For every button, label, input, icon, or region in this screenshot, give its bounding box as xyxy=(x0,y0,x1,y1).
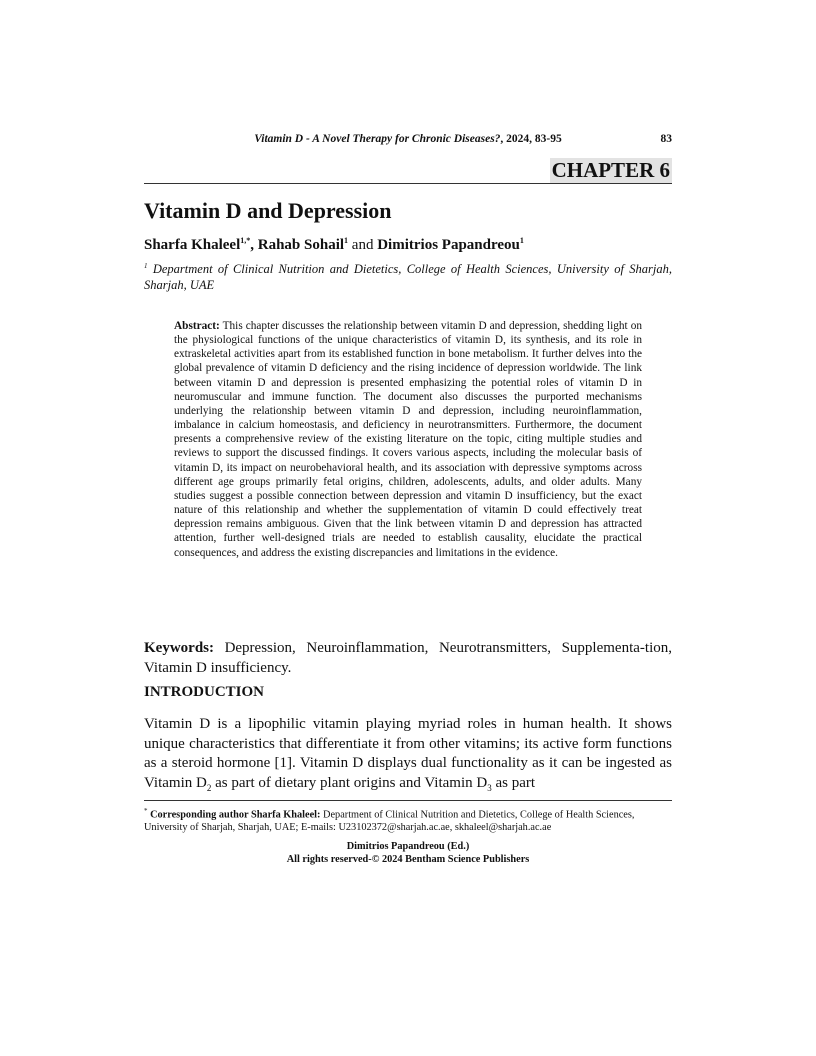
subscript: 3 xyxy=(487,782,492,793)
affiliation-mark: 1 xyxy=(144,262,148,270)
author-name: Sharfa Khaleel xyxy=(144,237,241,253)
section-heading: INTRODUCTION xyxy=(144,684,265,700)
affiliation xyxy=(144,259,672,293)
page-number: 83 xyxy=(660,133,672,145)
footnote-divider xyxy=(144,800,672,801)
running-header xyxy=(144,133,672,145)
intro-text: as part of dietary plant origins and Vitamin D xyxy=(211,774,488,791)
rights-line: All rights reserved-© 2024 Bentham Science Publishers xyxy=(286,853,530,865)
intro-text: Vitamin D is a lipophilic vitamin playing myriad roles in human health. It shows unique characteristics that differentiate it from other vitamins; its active form functions as a steroid hormone [1]. Vitamin D displays dual functionality as it can be ingested as Vitamin D xyxy=(144,716,672,791)
intro-text: as part xyxy=(491,774,536,791)
publisher-info xyxy=(144,841,672,866)
author-separator: and xyxy=(348,237,378,253)
author-affiliation-mark: 1 xyxy=(519,236,524,245)
chapter-title: Vitamin D and Depression xyxy=(144,198,392,223)
author-name: Dimitrios Papandreou xyxy=(377,237,520,253)
abstract xyxy=(174,319,642,560)
chapter-divider xyxy=(144,183,672,184)
footnote-mark: * xyxy=(144,807,148,815)
author-affiliation-mark: 1 xyxy=(344,236,349,245)
footnote-text: Department of Clinical Nutrition and Dietetics, College of Health Sciences, University of Sharjah, Sharjah, UAE; E-mails: U23102372@sharjah.ac.ae, skhaleel@sharjah.ac.ae xyxy=(144,809,635,833)
book-title: Vitamin D - A Novel Therapy for Chronic Diseases? xyxy=(254,133,501,145)
author-list xyxy=(144,236,524,254)
introduction-paragraph xyxy=(144,715,672,798)
subscript: 2 xyxy=(206,782,212,793)
author-separator: , xyxy=(250,237,258,253)
footnote xyxy=(144,805,672,834)
keywords xyxy=(144,638,672,678)
chapter-label: CHAPTER 6 xyxy=(551,158,670,182)
author-affiliation-mark: 1,* xyxy=(240,236,251,245)
footnote-label: Corresponding author Sharfa Khaleel: xyxy=(147,809,321,821)
keywords-label: Keywords: xyxy=(144,640,214,656)
affiliation-text: Department of Clinical Nutrition and Dietetics, College of Health Sciences, University of Sharjah, Sharjah, UAE xyxy=(144,262,672,292)
editor-line: Dimitrios Papandreou (Ed.) xyxy=(346,841,470,852)
keywords-text: Depression, Neuroinflammation, Neurotransmitters, Supplementa-tion, Vitamin D insufficiency. xyxy=(144,640,672,676)
abstract-label: Abstract: xyxy=(174,320,220,332)
author-name: Rahab Sohail xyxy=(257,237,345,253)
abstract-text: This chapter discusses the relationship between vitamin D and depression, shedding light on the physiological functions of the unique characteristics of vitamin D, its synthesis, and its role in extraskeletal activities apart from its established function in bone metabolism. It further delves into the global prevalence of vitamin D deficiency and the rising incidence of depression worldwide. The link between vitamin D and depression is presented emphasizing the potential roles of vitamin D in neuromuscular and immune function. The document also discusses the purported mechanisms underlying the relationship between vitamin D and depression, including neuroinflammation, imbalance in calcium homeostasis, and deficiency in neurotransmitters. Furthermore, the document presents a comprehensive review of the existing literature on the topic, citing multiple studies and reviews to support the discussed findings. It covers various aspects, including the molecular basis of vitamin D, its impact on neurobehavioral health, and its association with depressive symptoms across different age groups primarily fetal origins, children, adolescents, adults, and older adults. Many studies suggest a possible connection between depression and vitamin D insufficiency, but the exact nature of this relationship and whether the supplementation of vitamin D could effectively treat depression remains ambiguous. Given that the link between vitamin D and depression has attracted attention, further well-designed trials are needed to establish causality, elucidate the practical consequences, and address the existing discrepancies and limitations in the evidence. xyxy=(174,320,642,559)
book-info: , 2024, 83-95 xyxy=(500,133,562,145)
